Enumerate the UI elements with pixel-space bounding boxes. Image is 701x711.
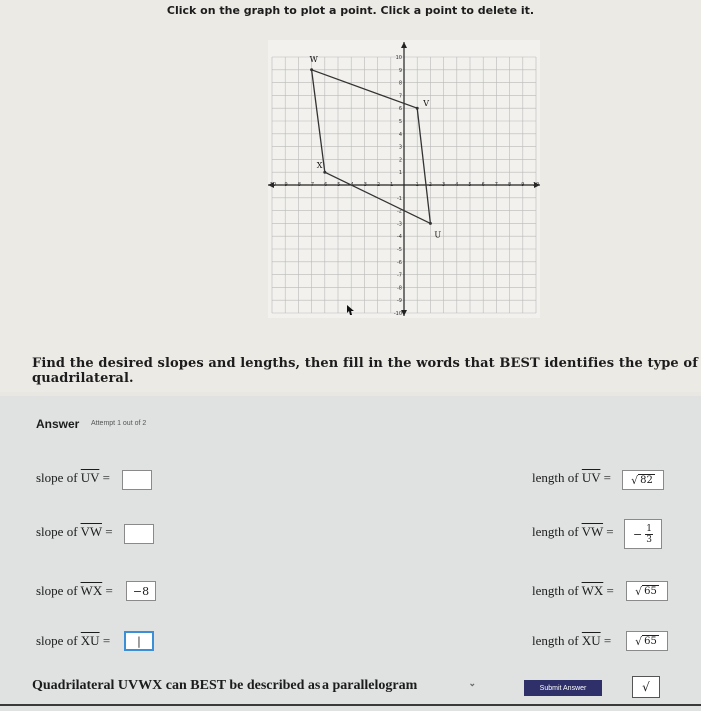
x-tick-label: -8 xyxy=(295,182,301,188)
y-tick-label: -3 xyxy=(397,221,402,228)
submit-answer-button[interactable]: Submit Answer xyxy=(524,680,602,696)
x-tick-label: 8 xyxy=(508,182,512,188)
quadrilateral-select[interactable] xyxy=(322,676,490,696)
length-uv-value: 82 xyxy=(640,475,653,486)
y-tick-label: 6 xyxy=(398,106,402,113)
x-tick-label: -3 xyxy=(361,182,367,188)
segment-vw: $\overline{VW}$ xyxy=(80,524,102,539)
slope-uv-label xyxy=(36,470,110,486)
point-label-u: U xyxy=(434,230,442,240)
segment-vw: $\overline{VW}$ xyxy=(581,524,604,539)
segment-wx: $\overline{WX}$ xyxy=(80,583,103,598)
segment-wx: $\overline{WX}$ xyxy=(581,583,604,598)
x-tick-label: -9 xyxy=(282,182,288,188)
x-tick-label: 5 xyxy=(468,182,472,188)
slope-wx-input[interactable] xyxy=(126,581,156,601)
point-label-w: W xyxy=(309,54,318,64)
x-tick-label: -6 xyxy=(322,182,328,188)
y-tick-label: 10 xyxy=(395,55,402,61)
coordinate-graph[interactable] xyxy=(268,40,540,318)
y-tick-label: -4 xyxy=(397,234,402,241)
length-vw-input[interactable] xyxy=(624,519,662,549)
y-tick-label: -8 xyxy=(397,285,402,292)
chevron-down-icon: ⌄ xyxy=(468,678,476,688)
quadrilateral-question: Quadrilateral UVWX can BEST be described as xyxy=(32,678,321,693)
y-tick-label: -5 xyxy=(397,247,402,253)
x-tick-label: 4 xyxy=(455,182,459,188)
x-tick-label: 10 xyxy=(532,182,540,188)
point-label-v: V xyxy=(423,99,429,109)
x-tick-label: -1 xyxy=(388,182,394,188)
instruction-text: Click on the graph to plot a point. Click a point to delete it. xyxy=(166,4,535,17)
x-tick-label: -7 xyxy=(309,182,315,188)
length-prefix: length of xyxy=(532,633,582,648)
slope-xu-label xyxy=(36,633,110,649)
x-tick-label: -5 xyxy=(335,182,341,188)
y-tick-label: -9 xyxy=(397,298,402,305)
length-uv-input[interactable] xyxy=(622,470,664,490)
answer-panel xyxy=(0,396,701,711)
sqrt-icon: √ xyxy=(631,473,639,487)
attempt-counter: Attempt 1 out of 2 xyxy=(91,420,147,427)
length-xu-input[interactable] xyxy=(626,631,668,651)
sqrt-icon: √ xyxy=(635,584,643,598)
x-tick-label: 9 xyxy=(521,182,525,188)
y-tick-label: 7 xyxy=(398,93,402,100)
y-tick-label: 3 xyxy=(398,144,402,151)
y-tick-label: -10 xyxy=(393,311,402,317)
length-vw-label xyxy=(532,524,614,540)
minus-sign: − xyxy=(633,527,643,541)
length-xu-value: 65 xyxy=(644,636,657,647)
y-tick-label: -7 xyxy=(397,272,402,279)
length-prefix: length of xyxy=(532,583,582,598)
x-tick-label: -2 xyxy=(375,182,381,188)
y-tick-label: -2 xyxy=(397,208,402,215)
slope-prefix: slope of xyxy=(36,524,81,539)
y-tick-label: 9 xyxy=(398,67,402,74)
x-tick-label: 6 xyxy=(481,182,485,188)
length-wx-value: 65 xyxy=(644,586,657,597)
equals-sign: = xyxy=(105,583,113,598)
y-tick-label: -6 xyxy=(397,259,402,266)
length-prefix: length of xyxy=(532,470,582,485)
slope-prefix: slope of xyxy=(36,633,81,648)
slope-vw-label xyxy=(36,524,113,540)
fraction-numerator: 1 xyxy=(646,523,652,534)
equals-sign: = xyxy=(105,524,113,539)
x-tick-label: 1 xyxy=(415,182,419,188)
length-xu-label xyxy=(532,633,611,649)
point-x xyxy=(323,171,326,174)
divider xyxy=(0,704,701,706)
slope-uv-input[interactable] xyxy=(122,470,152,490)
answer-title: Answer xyxy=(36,417,80,431)
check-icon[interactable]: √ xyxy=(632,676,660,698)
y-tick-label: 8 xyxy=(398,80,402,87)
slope-wx-value: −8 xyxy=(132,584,150,598)
x-tick-label: 7 xyxy=(494,182,498,188)
quadrilateral-select-value: a parallelogram xyxy=(322,678,418,693)
slope-prefix: slope of xyxy=(36,470,81,485)
segment-xu: $\overline{XU}$ xyxy=(80,633,100,648)
x-tick-label: 2 xyxy=(428,182,432,188)
equals-sign: = xyxy=(102,633,111,648)
prompt-text: Find the desired slopes and lengths, then fill in the words that BEST identifies the type of quadrilateral. xyxy=(32,356,698,386)
segment-uv: $\overline{UV}$ xyxy=(80,470,100,485)
equals-sign: = xyxy=(102,470,110,485)
equals-sign: = xyxy=(606,524,614,539)
slope-prefix: slope of xyxy=(36,583,81,598)
sqrt-icon: √ xyxy=(635,634,643,648)
point-v xyxy=(416,107,419,110)
equals-sign: = xyxy=(603,633,612,648)
equals-sign: = xyxy=(606,583,614,598)
y-tick-label: -1 xyxy=(397,195,402,202)
point-label-x: X xyxy=(316,161,323,171)
segment-uv: $\overline{UV}$ xyxy=(581,470,601,485)
y-tick-label: 2 xyxy=(398,157,402,164)
x-tick-label: -4 xyxy=(348,182,354,188)
slope-vw-input[interactable] xyxy=(124,524,154,544)
point-w xyxy=(310,68,313,71)
length-uv-label xyxy=(532,470,611,486)
y-tick-label: 4 xyxy=(398,131,402,138)
x-tick-label: 3 xyxy=(442,182,446,188)
slope-wx-label xyxy=(36,583,113,599)
slope-xu-input[interactable] xyxy=(124,631,154,651)
x-tick-label: -10 xyxy=(268,182,277,188)
y-tick-label: 1 xyxy=(398,170,402,177)
segment-xu: $\overline{XU}$ xyxy=(581,633,601,648)
text-cursor: | xyxy=(137,634,141,648)
length-prefix: length of xyxy=(532,524,582,539)
length-wx-label xyxy=(532,583,614,599)
equals-sign: = xyxy=(603,470,611,485)
y-tick-label: 5 xyxy=(398,119,402,125)
point-u xyxy=(429,222,432,225)
fraction-denominator: 3 xyxy=(646,534,652,545)
fraction xyxy=(645,524,653,545)
length-wx-input[interactable] xyxy=(626,581,668,601)
